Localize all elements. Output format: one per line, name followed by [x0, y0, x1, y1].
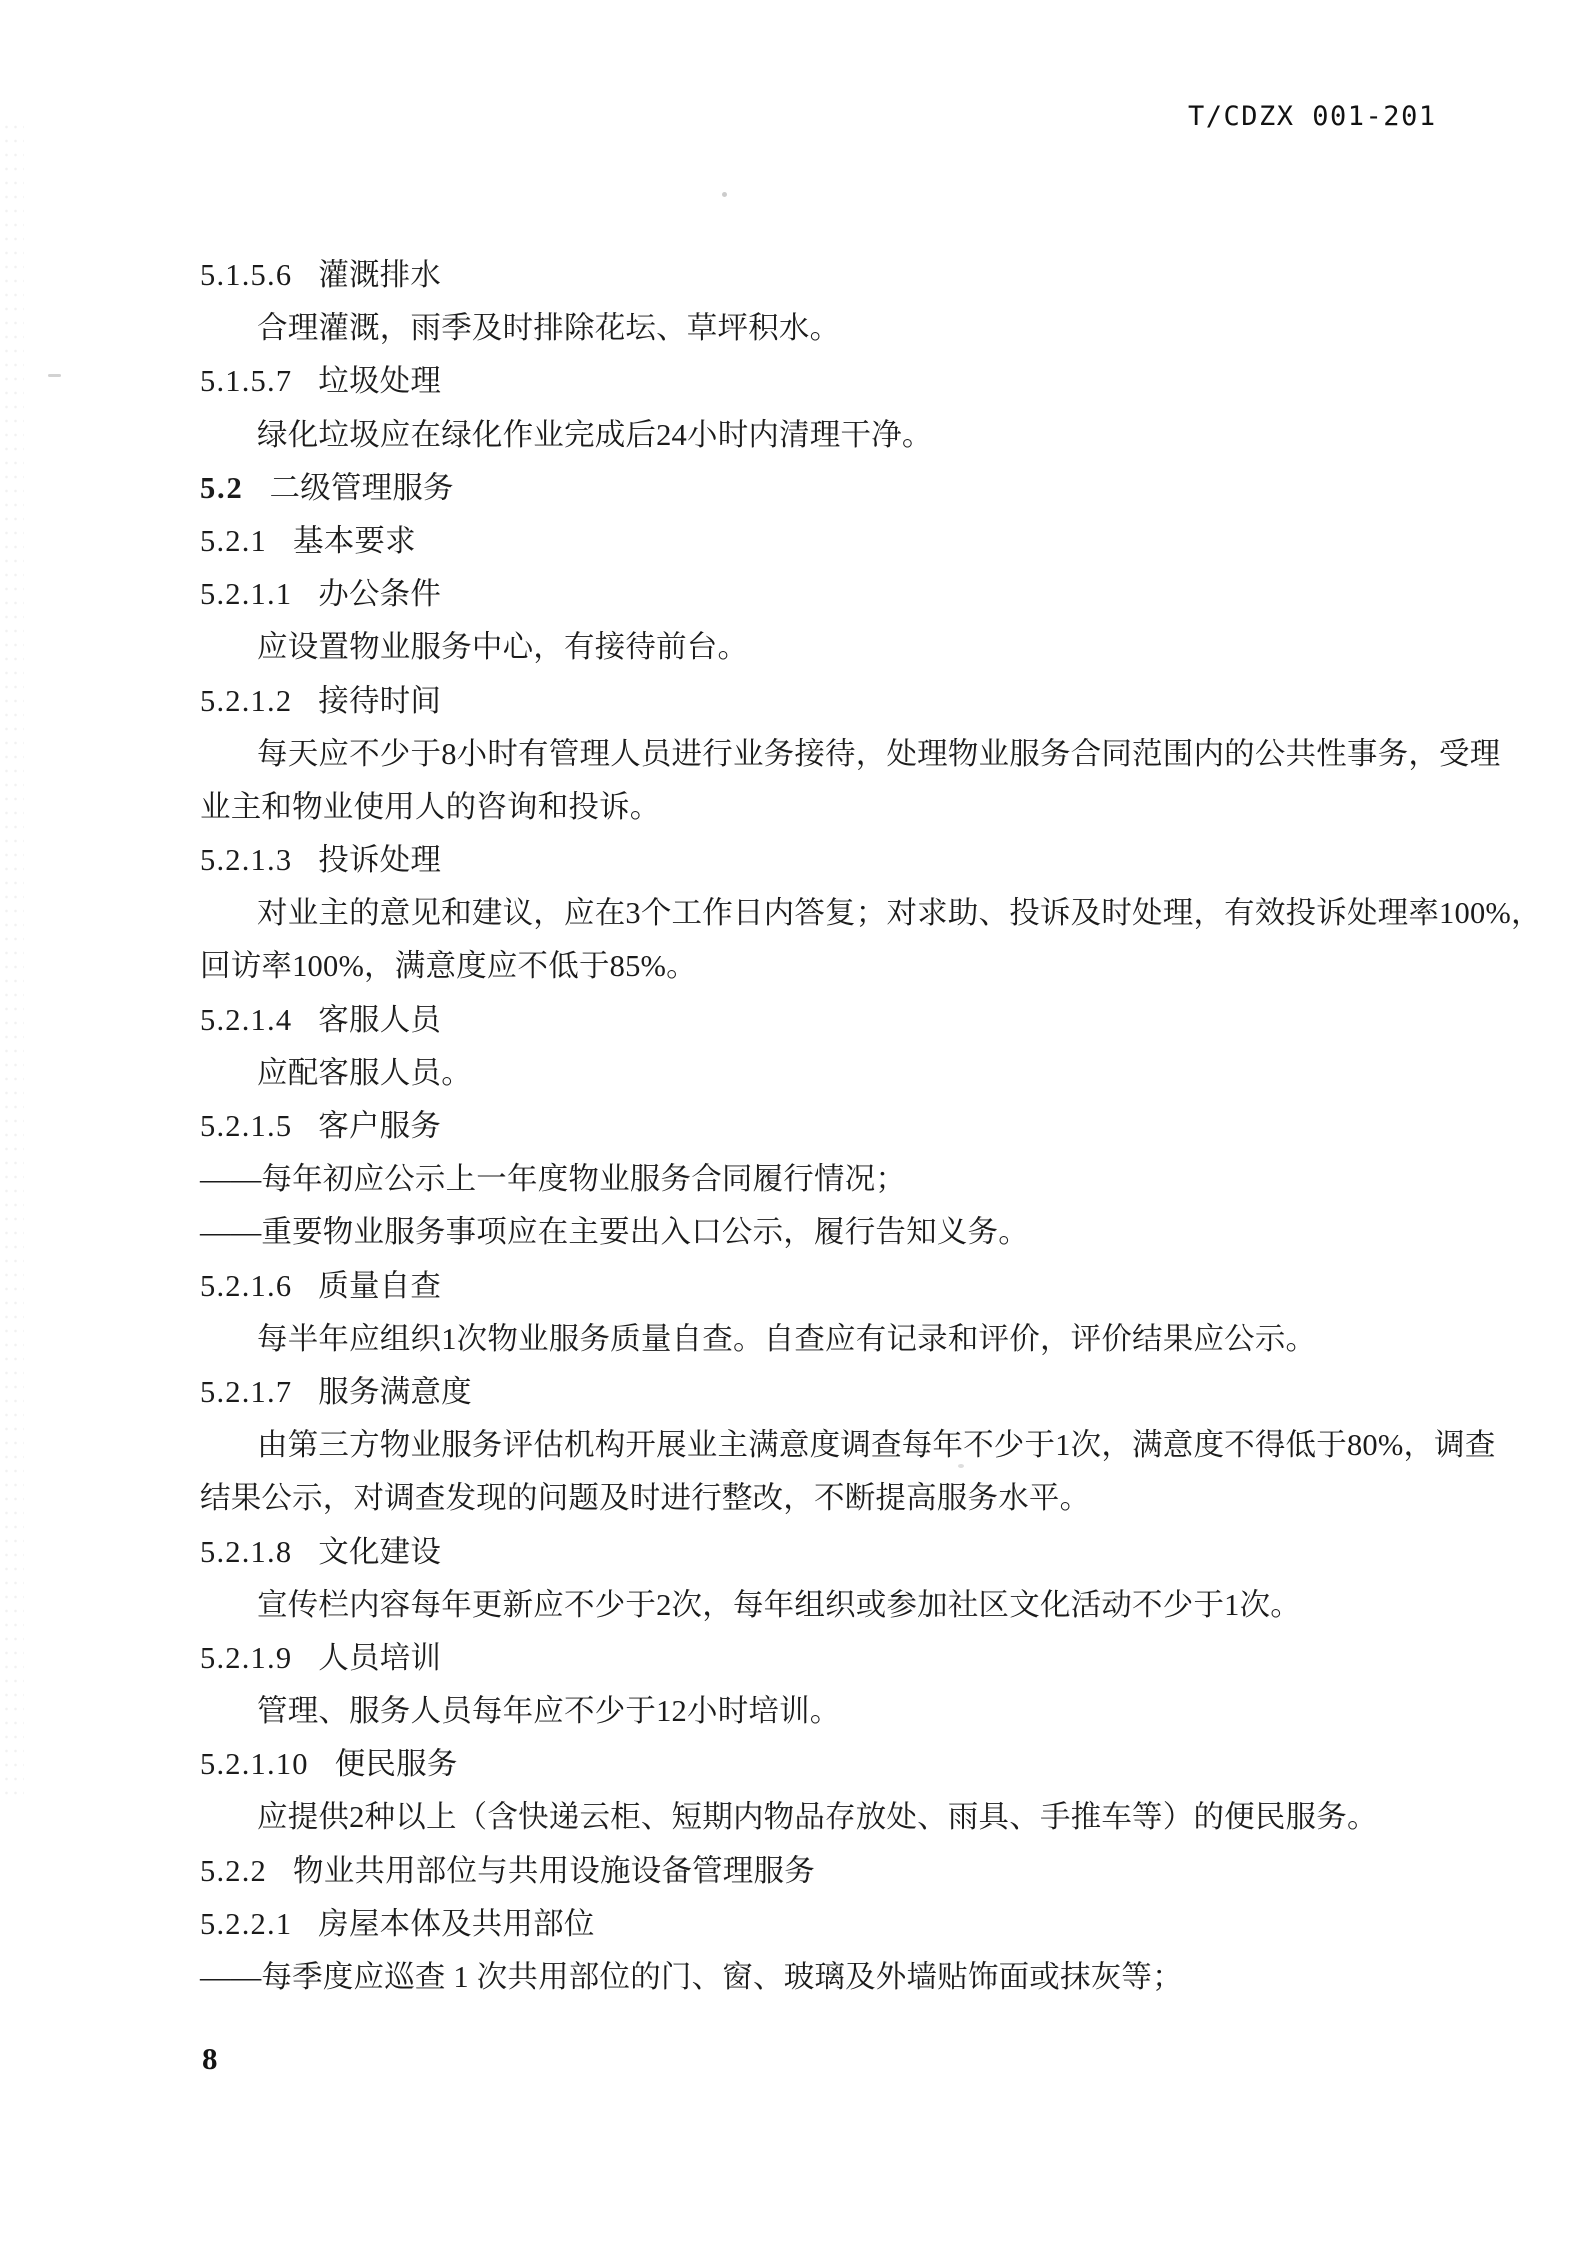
clause-title: 垃圾处理: [318, 364, 442, 399]
document-code: T/CDZX 001-201: [1188, 101, 1437, 132]
clause-number: 5.2.1.3: [200, 843, 293, 878]
clause-number: 5.2.1.9: [200, 1640, 293, 1675]
clause-title: 接待时间: [318, 683, 442, 718]
clause-number: 5.2.1.7: [200, 1374, 293, 1409]
clause-line: [200, 1898, 1415, 1951]
clause-title: 二级管理服务: [269, 470, 454, 505]
clause-line: [200, 675, 1415, 728]
clause-number: 5.2.1.1: [200, 577, 293, 612]
clause-title: 服务满意度: [318, 1374, 472, 1409]
scan-speck: [722, 192, 727, 197]
clause-title: 人员培训: [318, 1640, 442, 1675]
text-line: [200, 621, 1415, 674]
text-line: [200, 409, 1415, 462]
paragraph-text: 由第三方物业服务评估机构开展业主满意度调查每年不少于1次，满意度不得低于80%，调查: [257, 1428, 1496, 1463]
scan-noise-strip: [2, 120, 24, 1800]
clause-number: 5.2.1.10: [200, 1747, 309, 1782]
clause-line: [200, 355, 1415, 408]
paragraph-text: 结果公示，对调查发现的问题及时进行整改，不断提高服务水平。: [200, 1481, 1091, 1516]
paragraph-text: ——每年初应公示上一年度物业服务合同履行情况；: [200, 1162, 907, 1197]
paragraph-text: 应提供2种以上（含快递云柜、短期内物品存放处、雨具、手推车等）的便民服务。: [257, 1800, 1378, 1835]
clause-title: 基本要求: [293, 523, 416, 558]
clause-title: 投诉处理: [318, 843, 442, 878]
text-line: [200, 302, 1415, 355]
clause-title: 办公条件: [318, 577, 442, 612]
paragraph-text: ——每季度应巡查 1 次共用部位的门、窗、玻璃及外墙贴饰面或抹灰等；: [200, 1960, 1183, 1994]
paragraph-text: ——重要物业服务事项应在主要出入口公示，履行告知义务。: [200, 1215, 1029, 1250]
paragraph-text: 宣传栏内容每年更新应不少于2次，每年组织或参加社区文化活动不少于1次。: [257, 1587, 1301, 1622]
clause-line: [200, 1526, 1415, 1579]
clause-title: 灌溉排水: [318, 258, 442, 292]
paragraph-text: 每半年应组织1次物业服务质量自查。自查应有记录和评价，评价结果应公示。: [257, 1321, 1317, 1356]
document-lines: [200, 249, 1542, 2004]
clause-line: [200, 834, 1415, 887]
clause-number: 5.1.5.6: [200, 258, 293, 292]
text-line: [200, 1153, 1415, 1206]
paragraph-text: 回访率100%，满意度应不低于85%。: [200, 949, 697, 984]
clause-number: 5.2.1.8: [200, 1534, 293, 1569]
clause-line: [200, 994, 1415, 1047]
text-line: [200, 887, 1542, 940]
clause-line: [200, 249, 1415, 302]
clause-line: [200, 1100, 1415, 1153]
clause-number: 5.2.2: [200, 1853, 267, 1888]
clause-number: 5.2.1.6: [200, 1268, 293, 1303]
text-line: [200, 1206, 1415, 1259]
scan-speck: [48, 374, 61, 377]
text-line: [200, 1313, 1415, 1366]
text-line: [200, 728, 1501, 781]
clause-line: [200, 1260, 1415, 1313]
clause-number: 5.2.1: [200, 523, 267, 558]
clause-title: 物业共用部位与共用设施设备管理服务: [293, 1853, 815, 1888]
page-number: 8: [202, 2041, 218, 2076]
text-line: [200, 781, 1415, 834]
text-line: [200, 1791, 1415, 1844]
clause-line: [200, 1366, 1415, 1419]
clause-line: [200, 515, 1415, 568]
clause-number: 5.2.1.5: [200, 1109, 293, 1143]
clause-title: 客服人员: [318, 1002, 442, 1037]
paragraph-text: 应配客服人员。: [257, 1055, 472, 1090]
paragraph-text: 应设置物业服务中心，有接待前台。: [257, 630, 749, 665]
paragraph-text: 合理灌溉，雨季及时排除花坛、草坪积水。: [257, 311, 841, 346]
paragraph-text: 对业主的意见和建议，应在3个工作日内答复；对求助、投诉及时处理，有效投诉处理率100%，: [257, 896, 1542, 931]
clause-title: 文化建设: [318, 1534, 442, 1569]
clause-number: 5.1.5.7: [200, 364, 293, 399]
text-line: [200, 1047, 1415, 1100]
clause-line: [200, 1738, 1415, 1791]
clause-number: 5.2.1.2: [200, 683, 293, 718]
text-line: [200, 1685, 1415, 1738]
clause-title: 客户服务: [318, 1109, 442, 1143]
text-line: [200, 1951, 1415, 2004]
clause-line: [200, 1632, 1415, 1685]
paragraph-text: 每天应不少于8小时有管理人员进行业务接待，处理物业服务合同范围内的公共性事务，受理: [257, 736, 1501, 771]
paragraph-text: 绿化垃圾应在绿化作业完成后24小时内清理干净。: [257, 417, 933, 452]
clause-line: [200, 1845, 1415, 1898]
text-line: [200, 1579, 1415, 1632]
clause-line: [200, 568, 1415, 621]
clause-number: 5.2.1.4: [200, 1002, 293, 1037]
paragraph-text: 管理、服务人员每年应不少于12小时培训。: [257, 1694, 841, 1729]
clause-title: 质量自查: [318, 1268, 442, 1303]
clause-number: 5.2: [200, 470, 244, 505]
clause-title: 便民服务: [334, 1747, 458, 1782]
text-line: [200, 1472, 1415, 1525]
paragraph-text: 业主和物业使用人的咨询和投诉。: [200, 789, 661, 824]
text-line: [200, 940, 1415, 993]
clause-title: 房屋本体及共用部位: [318, 1906, 595, 1941]
text-line: [200, 1419, 1496, 1472]
clause-line: [200, 462, 1415, 515]
clause-number: 5.2.2.1: [200, 1906, 293, 1941]
